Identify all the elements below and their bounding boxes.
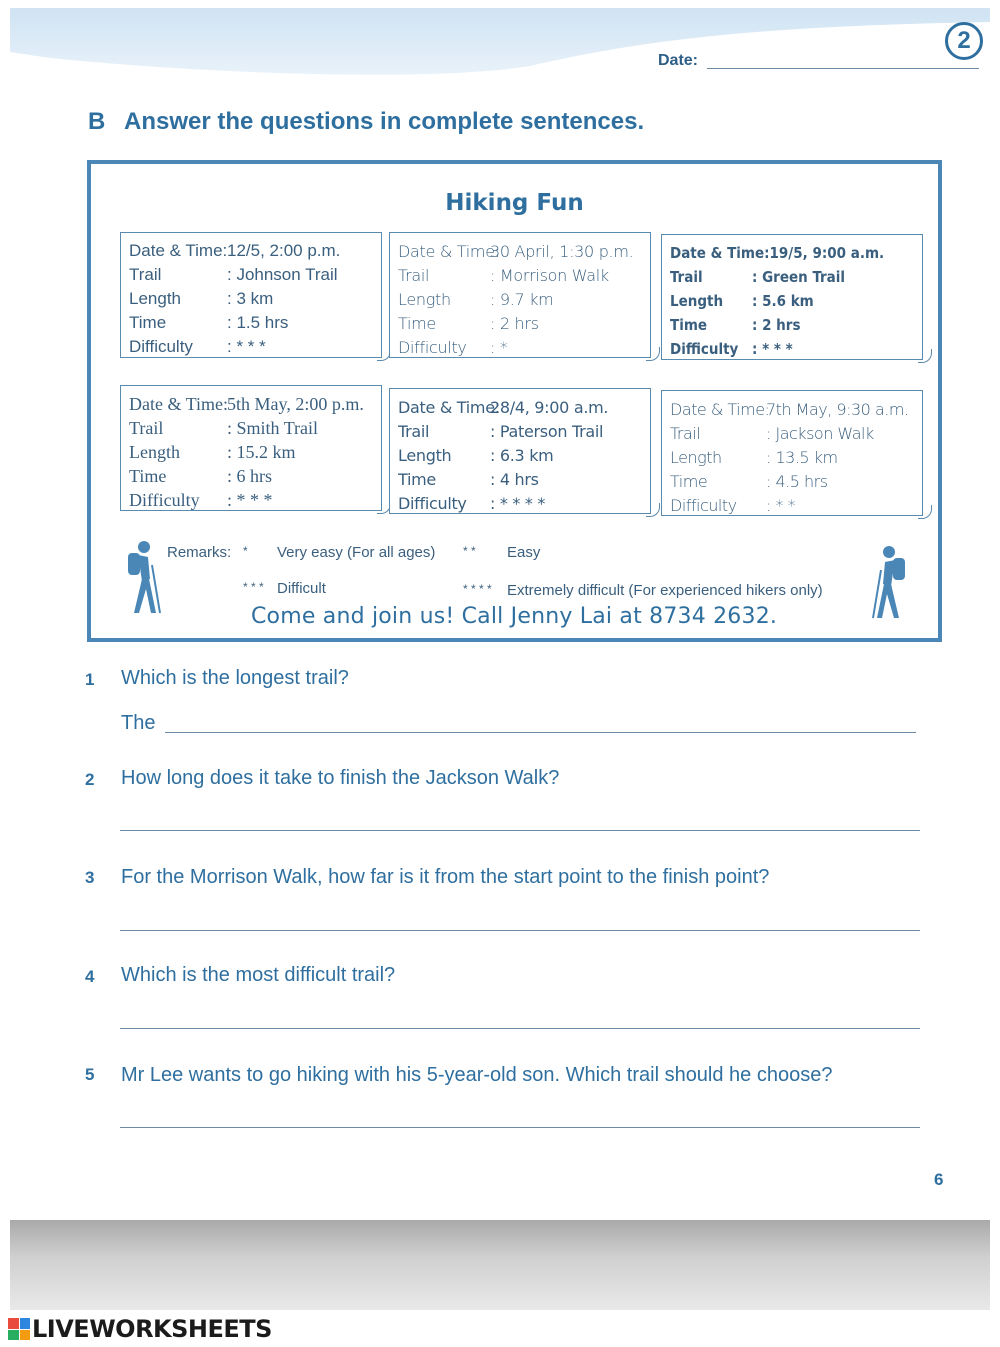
remark-stars: * [243, 544, 248, 558]
card-value: : Smith Trail [227, 417, 319, 438]
card-value: : 15.2 km [227, 441, 296, 462]
card-label: Trail [398, 265, 430, 285]
card-curl-decoration [918, 505, 932, 519]
card-value: 28/4, 9:00 a.m. [490, 397, 609, 417]
date-label: Date: [658, 52, 699, 69]
card-label: Trail [670, 423, 701, 443]
question-text: Which is the most difficult trail? [121, 964, 396, 986]
remark-text: Easy [507, 544, 541, 561]
poster-call-to-action: Come and join us! Call Jenny Lai at 8734 2632. [251, 604, 778, 629]
card-value: 12/5, 2:00 p.m. [227, 241, 341, 260]
card-label: Trail [670, 268, 703, 286]
card-value: : * * * * [490, 493, 546, 513]
section-title: Answer the questions in complete sentences. [124, 108, 645, 135]
card-label: Trail [129, 265, 162, 284]
card-label: Difficulty [670, 340, 739, 358]
card-label: Date & Time: [670, 244, 770, 262]
card-label: Length [129, 441, 180, 462]
card-value: : 2 hrs [752, 316, 801, 334]
question-number: 5 [85, 1065, 95, 1084]
header-wave-decoration [10, 8, 990, 88]
card-value: : Paterson Trail [490, 421, 604, 441]
trail-card [120, 385, 382, 511]
card-label: Trail [398, 421, 430, 441]
card-label: Date & Time: [129, 393, 229, 414]
hiking-poster [87, 160, 942, 642]
remark-stars: * * * * [463, 582, 492, 596]
question-number: 2 [85, 770, 95, 789]
answer-line[interactable] [120, 930, 920, 931]
card-label: Difficulty [398, 337, 467, 357]
question-text: How long does it take to finish the Jackson Walk? [121, 767, 560, 789]
logo-tile [20, 1330, 31, 1341]
remark-text: Extremely difficult (For experienced hikers only) [507, 582, 823, 599]
answer-prefix: The [121, 712, 156, 734]
brand-name: LIVEWORKSHEETS [32, 1315, 272, 1343]
card-label: Length [670, 447, 722, 467]
hiker-icon [869, 544, 915, 620]
card-value: : 9.7 km [490, 289, 554, 309]
question-number: 1 [85, 670, 95, 689]
card-value: 19/5, 9:00 a.m. [769, 244, 885, 262]
page-bottom-shadow [10, 1220, 990, 1310]
card-label: Trail [129, 417, 164, 438]
card-label: Difficulty [129, 489, 200, 510]
question-number: 4 [85, 967, 95, 986]
card-value: : * * [766, 495, 796, 515]
answer-line[interactable] [120, 1028, 920, 1029]
trail-card [389, 388, 651, 514]
card-value: : 4.5 hrs [766, 471, 828, 491]
card-label: Length [129, 289, 181, 308]
remark-stars: * * [463, 544, 476, 558]
card-label: Date & Time: [398, 397, 500, 417]
trail-card [389, 232, 651, 358]
lesson-marker-badge: 2 [945, 22, 983, 60]
logo-tile [8, 1330, 19, 1341]
card-value: : Johnson Trail [227, 265, 338, 284]
card-label: Time [398, 313, 436, 333]
card-value: : * [490, 337, 508, 357]
card-value: 5th May, 2:00 p.m. [227, 393, 364, 414]
answer-line[interactable] [120, 830, 920, 831]
question-number: 3 [85, 868, 95, 887]
card-label: Difficulty [670, 495, 737, 515]
card-value: : 5.6 km [752, 292, 814, 310]
card-value: : * * * [752, 340, 793, 358]
card-value: : 1.5 hrs [227, 313, 289, 332]
card-value: : Morrison Walk [490, 265, 609, 285]
question-text: For the Morrison Walk, how far is it from the start point to the finish point? [121, 866, 770, 888]
card-value: : 3 km [227, 289, 274, 308]
card-label: Time [129, 465, 167, 486]
logo-tile [20, 1318, 31, 1329]
card-curl-decoration [646, 503, 660, 517]
card-label: Length [398, 445, 452, 465]
card-label: Difficulty [129, 337, 193, 356]
hiker-icon [118, 539, 164, 615]
card-label: Difficulty [398, 493, 467, 513]
answer-line[interactable] [165, 732, 916, 733]
question-text: Which is the longest trail? [121, 667, 349, 689]
liveworksheets-logo-icon [8, 1318, 30, 1340]
trail-card [661, 234, 923, 360]
question-text: Mr Lee wants to go hiking with his 5-year-old son. Which trail should he choose? [121, 1064, 833, 1086]
card-curl-decoration [646, 347, 660, 361]
card-value: : 2 hrs [490, 313, 539, 333]
card-value: : Jackson Walk [766, 423, 874, 443]
date-input-line[interactable] [707, 68, 979, 69]
card-label: Date & Time: [129, 241, 228, 260]
card-value: : 4 hrs [490, 469, 539, 489]
card-label: Time [670, 471, 708, 491]
worksheet-page [10, 8, 990, 1228]
card-label: Date & Time: [670, 399, 770, 419]
remarks-label: Remarks: [167, 544, 232, 561]
card-label: Length [398, 289, 451, 309]
card-label: Date & Time: [398, 241, 500, 261]
card-value: : Green Trail [752, 268, 846, 286]
card-value: : * * * [227, 489, 273, 510]
remark-text: Very easy (For all ages) [277, 544, 436, 561]
card-label: Time [398, 469, 436, 489]
remark-stars: * * * [243, 580, 264, 594]
card-value: : 6.3 km [490, 445, 554, 465]
section-letter: B [88, 108, 106, 135]
remark-text: Difficult [277, 580, 326, 597]
card-value: : * * * [227, 337, 266, 356]
card-value: 7th May, 9:30 a.m. [766, 399, 909, 419]
card-curl-decoration [918, 349, 932, 363]
card-label: Length [670, 292, 724, 310]
liveworksheets-brand[interactable] [8, 1316, 272, 1342]
card-value: : 13.5 km [766, 447, 838, 467]
card-value: 30 April, 1:30 p.m. [490, 241, 634, 261]
poster-title: Hiking Fun [445, 190, 584, 216]
card-value: : 6 hrs [227, 465, 272, 486]
card-label: Time [670, 316, 708, 334]
trail-card [120, 232, 382, 358]
card-label: Time [129, 313, 167, 332]
answer-line[interactable] [120, 1127, 920, 1128]
trail-card [661, 390, 923, 516]
logo-tile [8, 1318, 19, 1329]
page-number: 6 [934, 1170, 944, 1189]
